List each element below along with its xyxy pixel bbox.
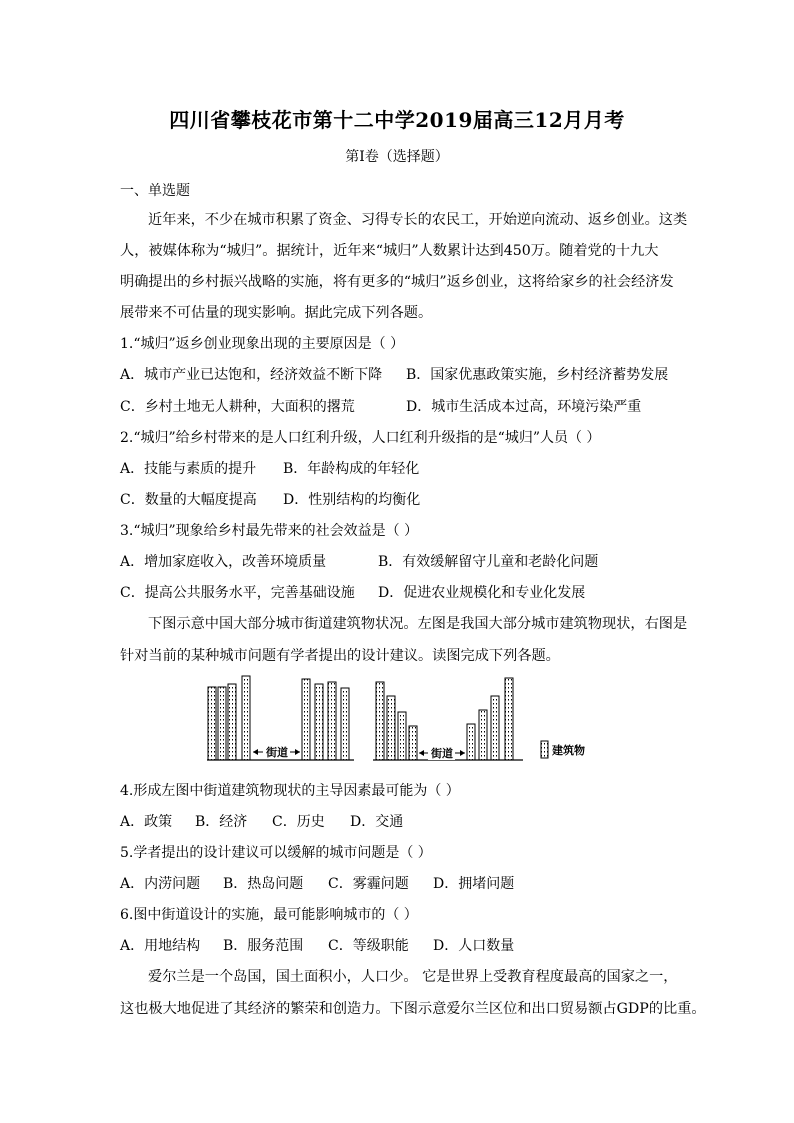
- street-label: 街道: [266, 746, 288, 759]
- option-b: B．服务范围: [223, 938, 304, 954]
- question-stem: 4.形成左图中街道建筑物现状的主导因素最可能为（ ）: [120, 783, 460, 799]
- option-c: C．雾霾问题: [328, 876, 409, 892]
- building: [228, 684, 236, 760]
- street-building-figure: [207, 674, 597, 769]
- passage1-line: 人，被媒体称为“城归”。据统计，近年来“城归”人数累计达到450万。随着党的十九大: [120, 243, 659, 259]
- passage2-line: 下图示意中国大部分城市街道建筑物状况。左图是我国大部分城市建筑物现状，右图是: [148, 616, 688, 632]
- building: [387, 696, 395, 760]
- option-b: B．有效缓解留守儿童和老龄化问题: [378, 554, 599, 570]
- question-stem: 5.学者提出的设计建议可以缓解的城市问题是（ ）: [120, 845, 432, 861]
- option-b: B．热岛问题: [223, 876, 304, 892]
- option-b: B．国家优惠政策实施，乡村经济蓄势发展: [406, 367, 669, 383]
- building: [242, 676, 250, 760]
- option-a: A．政策: [120, 814, 173, 830]
- arrow-head-left: [419, 750, 424, 756]
- building: [491, 696, 499, 760]
- option-d: D．城市生活成本过高，环境污染严重: [406, 399, 642, 415]
- option-a: A．用地结构: [120, 938, 201, 954]
- option-d: D．性别结构的均衡化: [283, 492, 421, 508]
- legend: [541, 741, 585, 758]
- option-a: A．增加家庭收入，改善环境质量: [120, 554, 327, 570]
- legend-swatch: [541, 741, 548, 758]
- street-label: 街道: [431, 747, 453, 760]
- question-stem: 2.“城归”给乡村带来的是人口红利升级，人口红利升级指的是“城归”人员（ ）: [120, 430, 601, 446]
- option-d: D．促进农业规模化和专业化发展: [378, 585, 586, 601]
- building: [409, 726, 417, 760]
- building: [505, 678, 513, 760]
- question-stem: 3.“城归”现象给乡村最先带来的社会效益是（ ）: [120, 523, 419, 539]
- question-stem: 1.“城归”返乡创业现象出现的主要原因是（ ）: [120, 336, 405, 352]
- section-heading: 一、单选题: [120, 183, 190, 199]
- option-b: B．年龄构成的年轻化: [283, 461, 420, 477]
- option-c: C．提高公共服务水平，完善基础设施: [120, 585, 355, 601]
- arrow-head-right: [295, 749, 300, 755]
- option-d: D．交通: [350, 814, 404, 830]
- page-subtitle: 第Ⅰ卷（选择题）: [345, 149, 449, 165]
- option-c: C．等级职能: [328, 938, 409, 954]
- building: [208, 687, 216, 760]
- building: [479, 710, 487, 760]
- passage1-line: 展带来不可估量的现实影响。据此完成下列各题。: [120, 305, 433, 321]
- passage3-line: 爱尔兰是一个岛国，国土面积小，人口少。 它是世界上受教育程度最高的国家之一，: [148, 969, 678, 985]
- option-a: A．技能与素质的提升: [120, 461, 257, 477]
- passage1-line: 近年来，不少在城市积累了资金、习得专长的农民工，开始逆向流动、返乡创业。这类: [148, 212, 688, 228]
- option-c: C．乡村土地无人耕种，大面积的撂荒: [120, 399, 355, 415]
- building: [218, 687, 226, 760]
- building: [328, 682, 336, 760]
- right-diagram: [373, 678, 523, 760]
- legend-label: 建筑物: [552, 744, 585, 757]
- building: [302, 679, 310, 760]
- building: [467, 724, 475, 760]
- option-c: C．数量的大幅度提高: [120, 492, 257, 508]
- arrow-head-left: [253, 749, 258, 755]
- arrow-head-right: [460, 750, 465, 756]
- passage3-line: 这也极大地促进了其经济的繁荣和创造力。下图示意爱尔兰区位和出口贸易额占GDP的比重。: [120, 1001, 706, 1017]
- question-stem: 6.图中街道设计的实施，最可能影响城市的（ ）: [120, 907, 418, 923]
- building: [315, 684, 323, 760]
- building: [398, 712, 406, 760]
- option-a: A．内涝问题: [120, 876, 201, 892]
- option-d: D．拥堵问题: [433, 876, 515, 892]
- building: [341, 688, 349, 760]
- option-d: D．人口数量: [433, 938, 515, 954]
- option-c: C．历史: [272, 814, 325, 830]
- building: [376, 682, 384, 760]
- left-diagram: [207, 676, 354, 760]
- option-a: A．城市产业已达饱和，经济效益不断下降: [120, 367, 383, 383]
- street-building-diagram: [207, 674, 597, 769]
- passage1-line: 明确提出的乡村振兴战略的实施，将有更多的“城归”返乡创业，这将给家乡的社会经济发: [120, 274, 674, 290]
- page-title: 四川省攀枝花市第十二中学2019届高三12月月考: [169, 108, 625, 132]
- passage2-line: 针对当前的某种城市问题有学者提出的设计建议。读图完成下列各题。: [120, 648, 560, 664]
- option-b: B．经济: [195, 814, 248, 830]
